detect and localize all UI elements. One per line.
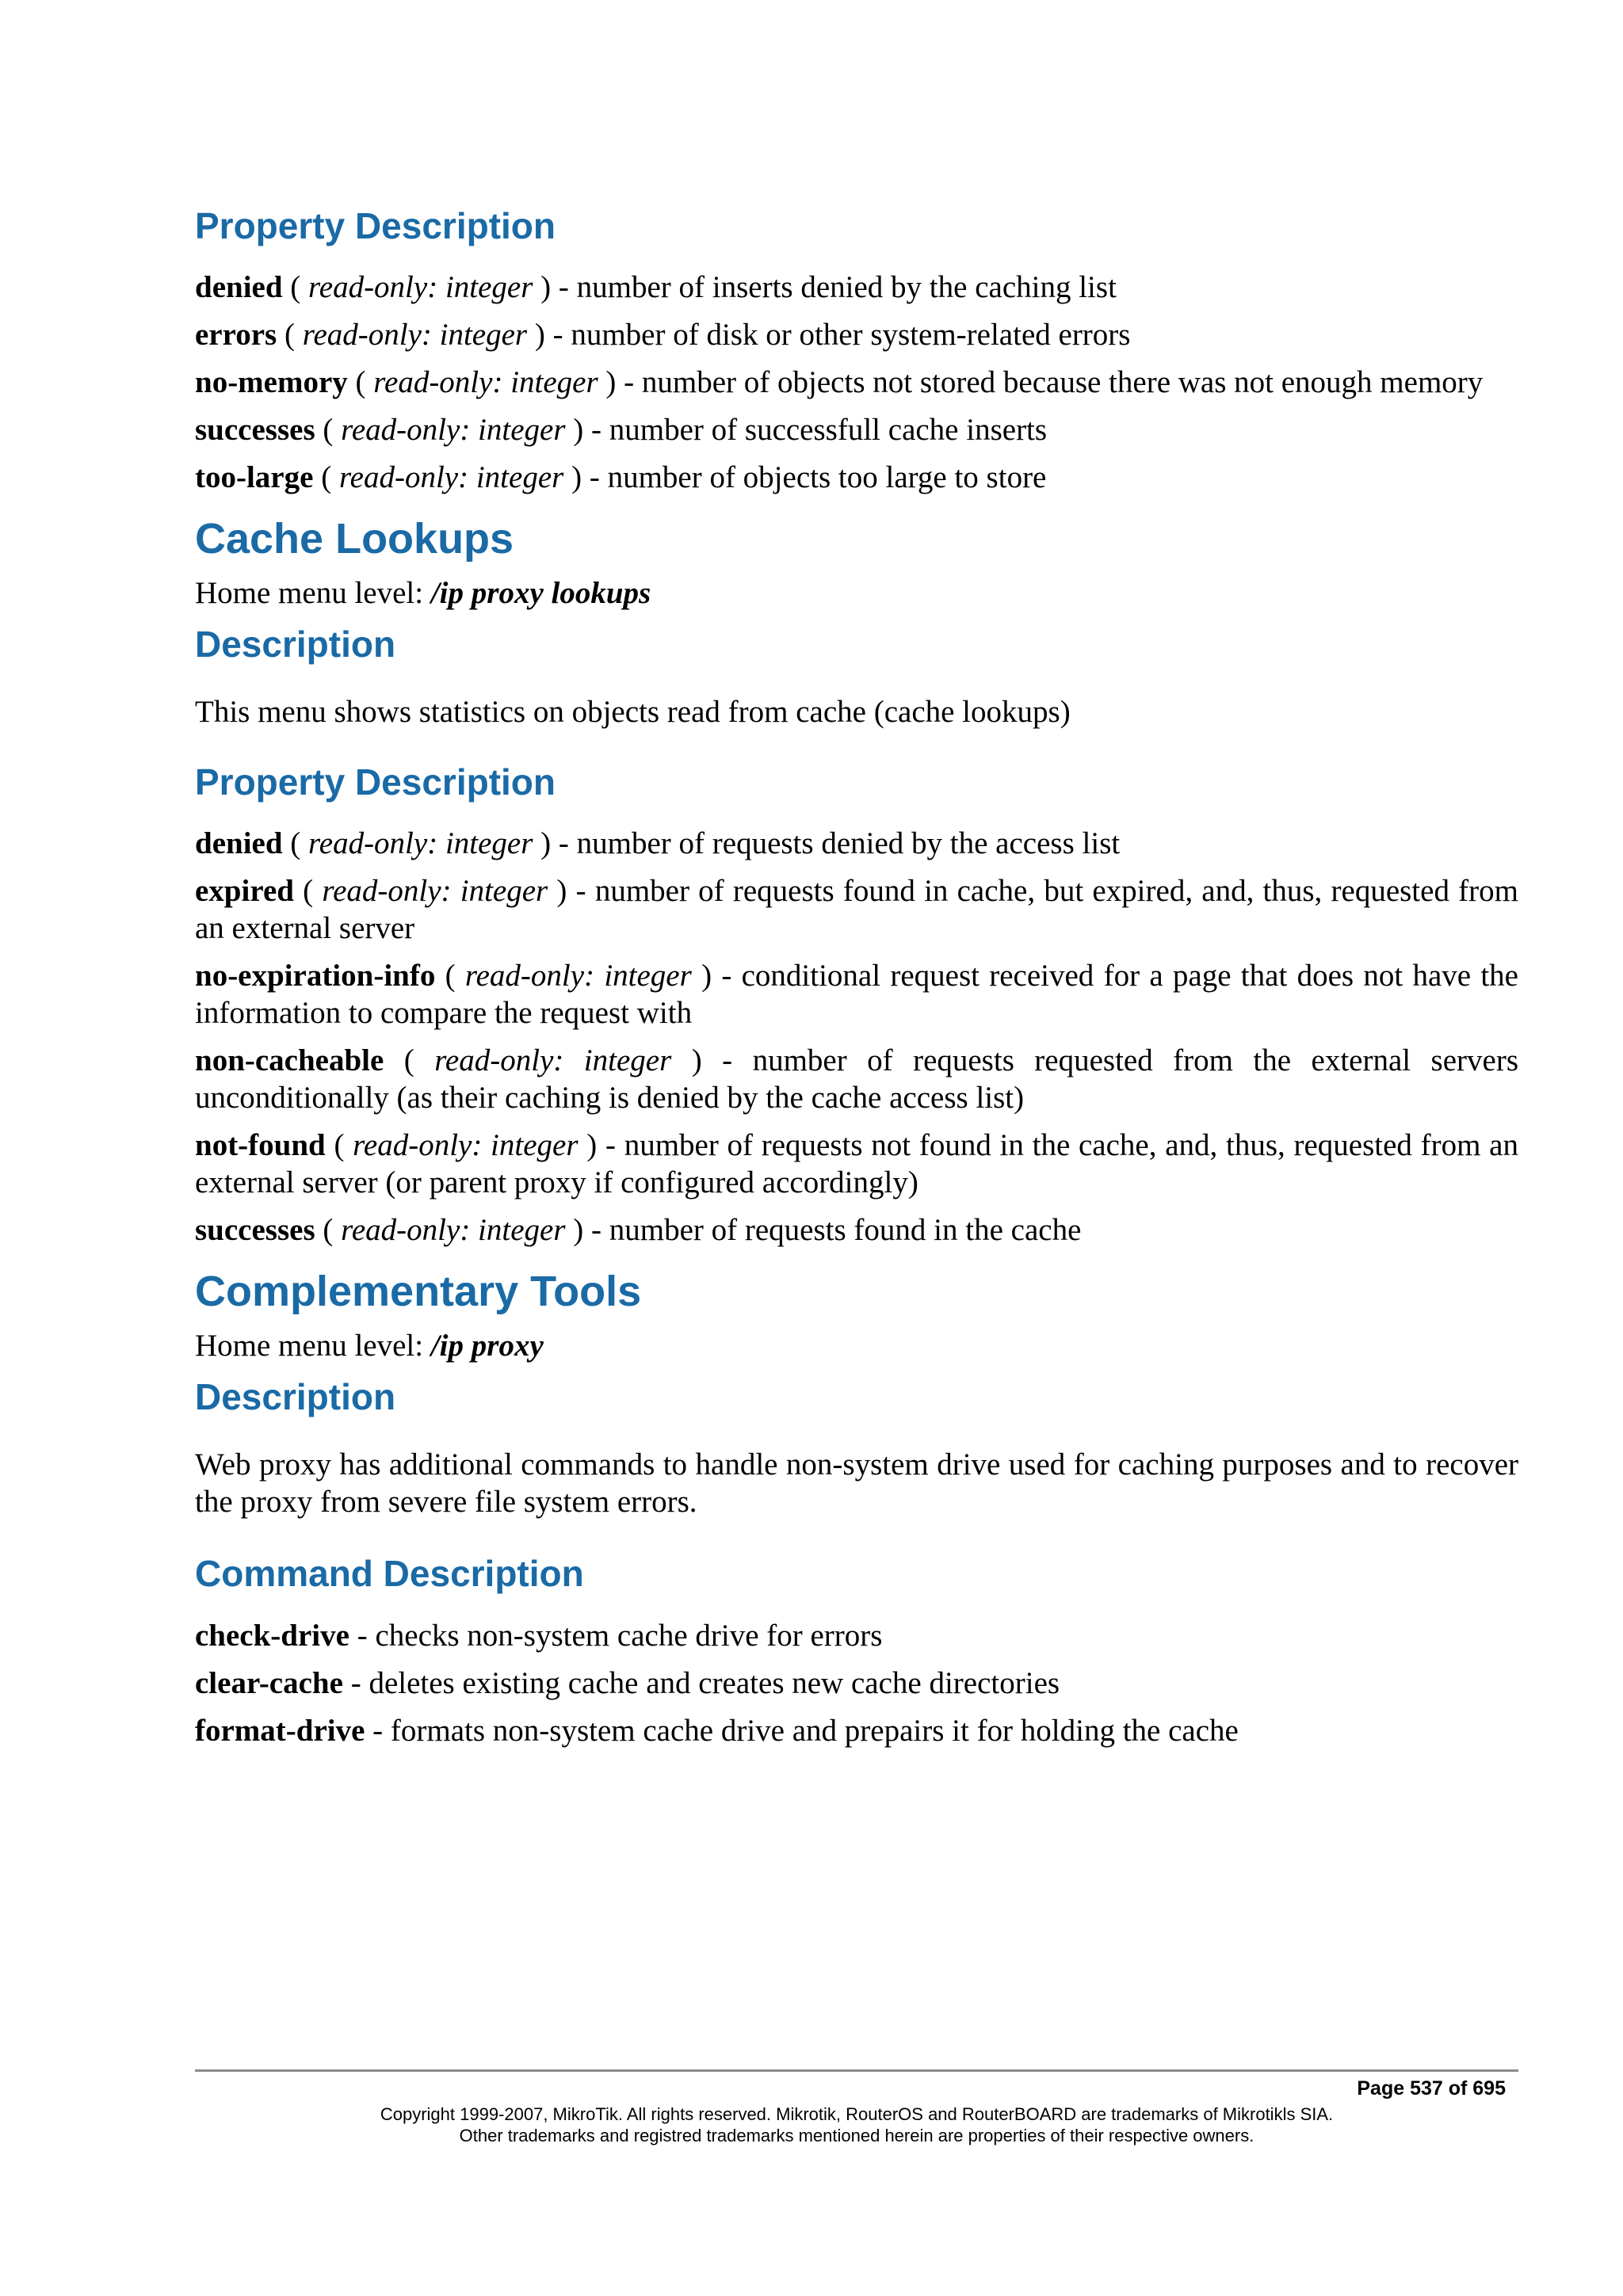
property-name: denied bbox=[195, 826, 283, 861]
command-entry: clear-cache - deletes existing cache and creates new cache directories bbox=[195, 1665, 1060, 1700]
page-number: Page 537 of 695 bbox=[1357, 2077, 1506, 2100]
property-entry: successes ( read-only: integer ) - number of requests found in the cache bbox=[195, 1213, 1082, 1248]
property-desc: number of objects not stored because there was not enough memory bbox=[641, 365, 1484, 400]
menu-level-label: Home menu level: bbox=[195, 575, 431, 610]
copyright-line: Copyright 1999-2007, MikroTik. All rights reserved. Mikrotik, RouterOS and RouterBOARD are trademarks of Mikrotikls SIA. bbox=[380, 2104, 1334, 2124]
menu-path: /ip proxy bbox=[430, 1329, 544, 1363]
subsection-heading: Description bbox=[195, 1376, 396, 1418]
command-name: check-drive bbox=[195, 1618, 349, 1653]
property-desc: number of inserts denied by the caching list bbox=[576, 270, 1117, 305]
property-entry: successes ( read-only: integer ) - number of successfull cache inserts bbox=[195, 413, 1048, 448]
menu-level bbox=[195, 574, 1518, 612]
command-desc: deletes existing cache and creates new cache directories bbox=[369, 1665, 1060, 1700]
property-type: read-only: integer bbox=[322, 874, 548, 909]
subsection-heading: Description bbox=[195, 623, 396, 665]
property-entry: too-large ( read-only: integer ) - number of objects too large to store bbox=[195, 460, 1047, 495]
property-entry: denied ( read-only: integer ) - number of requests denied by the access list bbox=[195, 826, 1121, 861]
property-type: read-only: integer bbox=[353, 1128, 579, 1163]
property-entry: expired ( read-only: integer ) - number of requests found in cache, but expired, and, thus, requested from an external server bbox=[195, 874, 1518, 946]
command-name: clear-cache bbox=[195, 1665, 343, 1700]
property-type: read-only: integer bbox=[341, 1213, 566, 1248]
property-type: read-only: integer bbox=[302, 318, 528, 353]
description-text: Web proxy has additional commands to handle non-system drive used for caching purposes and to recover the proxy from severe file system errors. bbox=[195, 1447, 1518, 1520]
section-heading: Cache Lookups bbox=[195, 515, 514, 563]
property-desc: number of requests requested from the external servers unconditionally (as their caching is denied by the cache access list) bbox=[195, 1043, 1518, 1116]
property-desc: number of successfull cache inserts bbox=[609, 413, 1048, 448]
description-text: This menu shows statistics on objects read from cache (cache lookups) bbox=[195, 695, 1071, 730]
page-content bbox=[195, 204, 1518, 1760]
property-type: read-only: integer bbox=[434, 1043, 672, 1078]
property-desc: number of requests denied by the access list bbox=[576, 826, 1121, 861]
property-name: successes bbox=[195, 1213, 315, 1248]
property-name: non-cacheable bbox=[195, 1043, 384, 1078]
command-desc: formats non-system cache drive and prepairs it for holding the cache bbox=[390, 1713, 1239, 1748]
property-type: read-only: integer bbox=[308, 826, 533, 861]
property-desc: number of requests not found in the cache, and, thus, requested from an external server (or parent proxy if configured accordingly) bbox=[195, 1128, 1518, 1200]
property-desc: number of objects too large to store bbox=[607, 460, 1047, 495]
property-name: denied bbox=[195, 270, 283, 305]
section-heading: Property Description bbox=[195, 205, 556, 246]
property-type: read-only: integer bbox=[338, 460, 564, 495]
property-name: no-expiration-info bbox=[195, 959, 436, 994]
property-name: too-large bbox=[195, 460, 314, 495]
property-name: successes bbox=[195, 413, 315, 448]
trademark-line: Other trademarks and registred trademarks mentioned herein are properties of their respective owners. bbox=[459, 2126, 1254, 2145]
property-name: errors bbox=[195, 318, 277, 353]
property-entry: no-expiration-info ( read-only: integer ) - conditional request received for a page that does not have the information to compare the request with bbox=[195, 959, 1518, 1031]
property-name: expired bbox=[195, 874, 294, 909]
command-entry: check-drive - checks non-system cache drive for errors bbox=[195, 1618, 883, 1653]
property-desc: number of disk or other system-related errors bbox=[571, 318, 1131, 353]
command-desc: checks non-system cache drive for errors bbox=[375, 1618, 883, 1653]
menu-path: /ip proxy lookups bbox=[430, 575, 651, 610]
property-entry: denied ( read-only: integer ) - number of inserts denied by the caching list bbox=[195, 270, 1117, 305]
property-entry: not-found ( read-only: integer ) - number of requests not found in the cache, and, thus, requested from an external server (or parent proxy if configured accordingly) bbox=[195, 1128, 1518, 1200]
property-entry: errors ( read-only: integer ) - number of disk or other system-related errors bbox=[195, 318, 1131, 353]
menu-level-label: Home menu level: bbox=[195, 1329, 431, 1363]
property-type: read-only: integer bbox=[308, 270, 533, 305]
property-type: read-only: integer bbox=[464, 959, 692, 994]
property-desc: conditional request received for a page that does not have the information to compare the request with bbox=[195, 959, 1518, 1031]
command-name: format-drive bbox=[195, 1713, 365, 1748]
section-heading: Complementary Tools bbox=[195, 1268, 642, 1316]
subsection-heading: Command Description bbox=[195, 1553, 584, 1595]
property-desc: number of requests found in cache, but expired, and, thus, requested from an external server bbox=[195, 874, 1518, 946]
property-entry: non-cacheable ( read-only: integer ) - number of requests requested from the external servers unconditionally (as their caching is denied by the cache access list) bbox=[195, 1043, 1518, 1116]
menu-level bbox=[195, 1327, 1518, 1364]
footer-divider bbox=[195, 2069, 1518, 2072]
property-name: no-memory bbox=[195, 365, 348, 400]
property-type: read-only: integer bbox=[373, 365, 598, 400]
subsection-heading: Property Description bbox=[195, 761, 556, 803]
property-desc: number of requests found in the cache bbox=[609, 1213, 1082, 1248]
command-entry: format-drive - formats non-system cache drive and prepairs it for holding the cache bbox=[195, 1713, 1239, 1748]
property-type: read-only: integer bbox=[341, 413, 566, 448]
property-entry: no-memory ( read-only: integer ) - number of objects not stored because there was not enough memory bbox=[195, 365, 1484, 400]
property-name: not-found bbox=[195, 1128, 326, 1163]
